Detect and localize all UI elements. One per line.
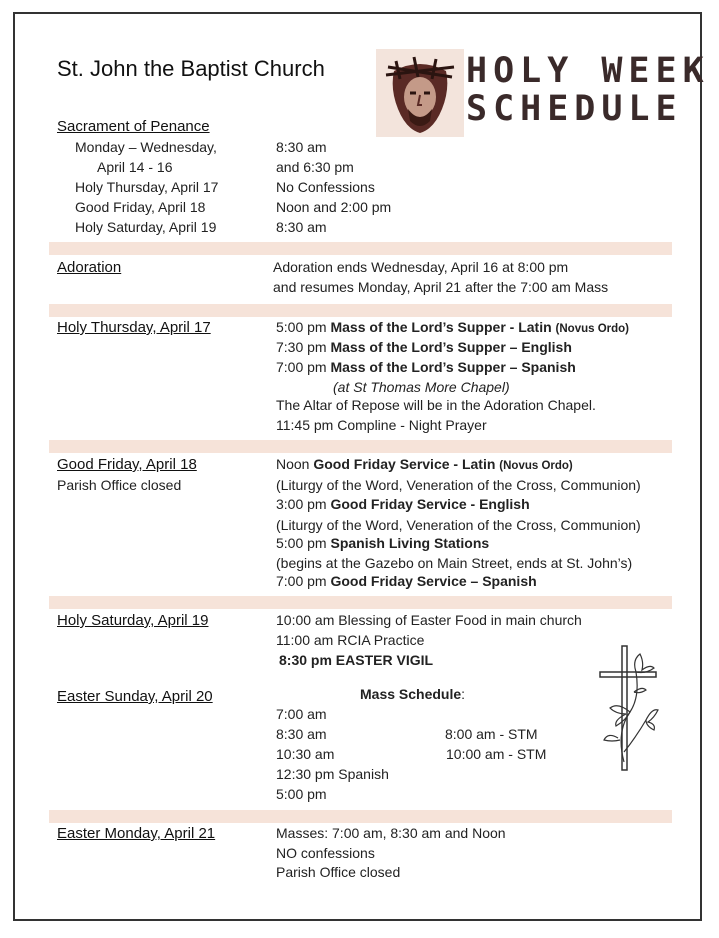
time: 5:00 pm [276,319,331,335]
blessing-line: 10:00 am Blessing of Easter Food in main church [276,612,582,628]
mass-title: Mass of the Lord’s Supper - Latin [330,319,556,335]
jesus-crown-of-thorns-icon [376,49,464,137]
time: 7:30 pm [276,339,331,355]
easter-monday-heading: Easter Monday, April 21 [57,825,216,842]
logo-line-holy-week: HOLY WEEK [466,51,710,91]
easter-sunday-heading: Easter Sunday, April 20 [57,688,213,705]
mass-title: Mass of the Lord’s Supper – English [330,339,572,355]
easter-monday-line: Masses: 7:00 am, 8:30 am and Noon [276,825,506,841]
service-title: Good Friday Service – Spanish [330,573,537,589]
time: 3:00 pm [276,496,331,512]
adoration-heading: Adoration [57,259,122,276]
mass-schedule-heading [360,686,465,702]
logo-line-schedule: SCHEDULE [466,89,683,129]
time: 5:00 pm [276,535,331,551]
penance-value: No Confessions [276,179,375,195]
holy-saturday-heading: Holy Saturday, April 19 [57,612,209,629]
good-friday-latin [276,456,573,472]
mass-schedule-label: Mass Schedule [360,686,462,702]
penance-value: and 6:30 pm [276,159,354,175]
easter-monday-line: Parish Office closed [276,864,401,880]
time: Noon [276,456,314,472]
penance-label: April 14 - 16 [97,159,173,175]
easter-vigil: 8:30 pm EASTER VIGIL [279,652,434,668]
mass-time: 12:30 pm Spanish [276,766,389,782]
good-friday-subnote: Parish Office closed [57,477,182,493]
rcia-line: 11:00 am RCIA Practice [276,632,425,648]
holy-thursday-latin-mass [276,319,629,335]
good-friday-spanish [276,573,537,589]
holy-thursday-heading: Holy Thursday, April 17 [57,319,211,336]
penance-label: Good Friday, April 18 [75,199,206,215]
section-divider [49,242,672,255]
mass-time: 7:00 am [276,706,327,722]
spanish-living-stations [276,535,489,551]
holy-thursday-spanish-mass [276,359,576,375]
mass-schedule-colon: : [461,686,466,702]
location-note: (at St Thomas More Chapel) [333,379,510,395]
holy-week-logo [376,49,710,137]
easter-monday-line: NO confessions [276,845,375,861]
liturgy-note: (Liturgy of the Word, Veneration of the Cross, Communion) [276,477,641,493]
mass-time: 10:30 am [276,746,335,762]
section-divider [49,596,672,609]
stations-note: (begins at the Gazebo on Main Street, ends at St. John’s) [276,555,633,571]
adoration-line: Adoration ends Wednesday, April 16 at 8:00 pm [273,259,569,275]
mass-title: Mass of the Lord’s Supper – Spanish [330,359,576,375]
good-friday-english [276,496,530,512]
service-title: Good Friday Service - English [330,496,530,512]
penance-value: 8:30 am [276,219,327,235]
good-friday-heading: Good Friday, April 18 [57,456,197,473]
cross-with-lilies-icon [596,642,660,772]
penance-label: Monday – Wednesday, [75,139,217,155]
mass-note: (Novus Ordo) [555,323,630,335]
church-name: St. John the Baptist Church [57,56,325,81]
adoration-line: and resumes Monday, April 21 after the 7:00 am Mass [273,279,609,295]
section-divider [49,304,672,317]
penance-label: Holy Thursday, April 17 [75,179,219,195]
penance-value: Noon and 2:00 pm [276,199,392,215]
holy-thursday-english-mass [276,339,572,355]
time: 7:00 pm [276,359,331,375]
altar-repose-note: The Altar of Repose will be in the Adoration Chapel. [276,397,596,413]
mass-time: 8:30 am [276,726,327,742]
compline-line: 11:45 pm Compline - Night Prayer [276,417,487,433]
service-title: Spanish Living Stations [330,535,490,551]
penance-heading: Sacrament of Penance [57,118,210,135]
section-divider [49,440,672,453]
penance-label: Holy Saturday, April 19 [75,219,217,235]
section-divider [49,810,672,823]
liturgy-note: (Liturgy of the Word, Veneration of the Cross, Communion) [276,517,641,533]
service-note: (Novus Ordo) [499,460,573,472]
mass-time: 5:00 pm [276,786,327,802]
stm-mass-time: 10:00 am - STM [446,746,547,762]
time: 7:00 pm [276,573,331,589]
service-title: Good Friday Service - Latin [313,456,500,472]
stm-mass-time: 8:00 am - STM [445,726,538,742]
penance-value: 8:30 am [276,139,327,155]
